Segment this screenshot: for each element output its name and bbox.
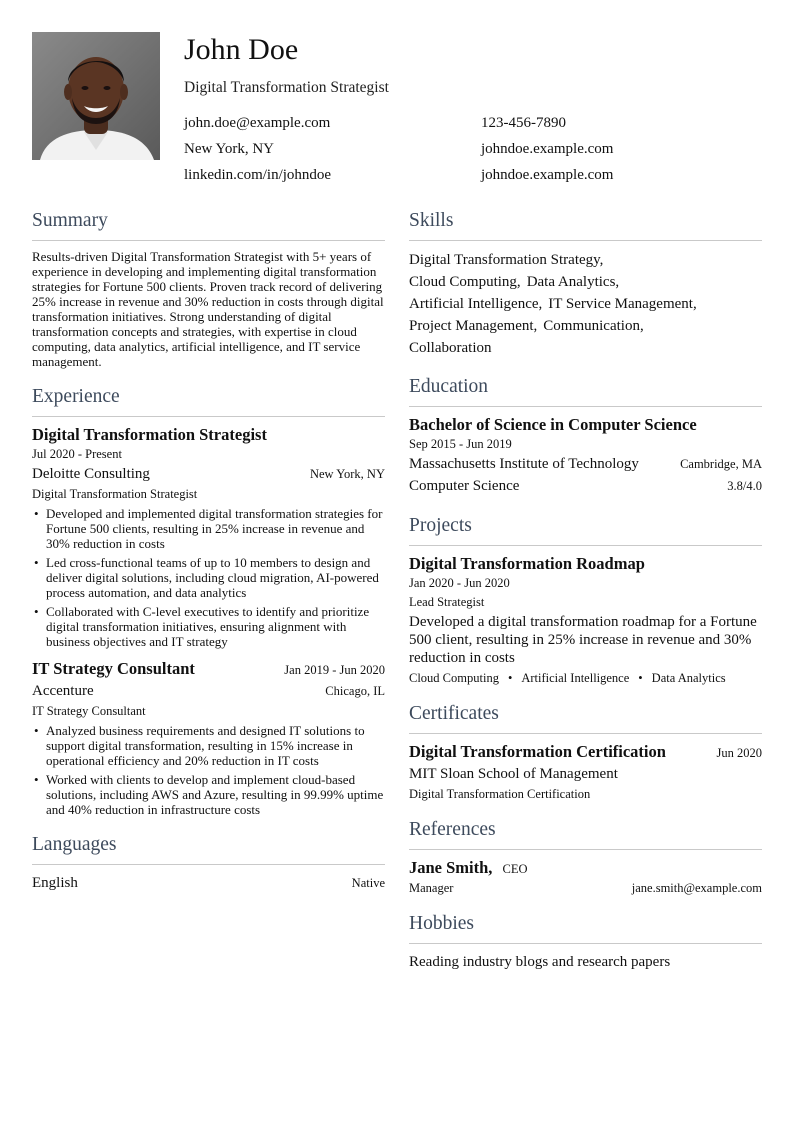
phone-number[interactable]: 123-456-7890 <box>481 115 566 131</box>
education-location: Cambridge, MA <box>680 457 762 471</box>
skills-line <box>409 293 762 315</box>
project-description: Developed a digital transformation roadmap for a Fortune 500 client, resulting in 25% increase in revenue and 30% reduction in costs <box>409 614 757 666</box>
education-date: Sep 2015 - Jun 2019 <box>409 437 512 451</box>
separator-dot: • <box>507 671 513 685</box>
skills-heading: Skills <box>409 209 762 241</box>
skill-item: Data Analytics, <box>526 274 620 290</box>
certificate-name: Digital Transformation Certification <box>409 742 666 761</box>
job-company: Deloitte Consulting <box>32 466 150 482</box>
job-bullets <box>32 506 385 649</box>
candidate-headline: Digital Transformation Strategist <box>184 79 389 96</box>
list-item: • Led cross-functional teams of up to 10 members to design and deliver digital solutions, including cloud migration, AI-powered process automation, and data analytics <box>34 555 379 600</box>
list-item: • Collaborated with C-level executives to identify and prioritize digital transformation initiatives, ensuring alignment with business objectives and IT strategy <box>34 604 370 649</box>
website-link[interactable]: johndoe.example.com <box>481 141 614 157</box>
certificate-summary: Digital Transformation Certification <box>409 787 591 801</box>
skill-item: Cloud Computing, <box>409 274 521 290</box>
experience-item <box>32 659 385 817</box>
keyword-tag: Cloud Computing <box>409 671 499 685</box>
hobbies-heading: Hobbies <box>409 912 762 944</box>
bullet-icon: • <box>34 506 39 521</box>
references-section <box>409 818 762 896</box>
education-area: Computer Science <box>409 478 520 494</box>
bullet-icon: • <box>34 772 39 787</box>
projects-heading: Projects <box>409 514 762 546</box>
job-date: Jan 2019 - Jun 2020 <box>284 663 385 677</box>
skill-item: Communication, <box>543 318 644 334</box>
skill-item: Project Management, <box>409 318 538 334</box>
list-item: • Developed and implemented digital transformation strategies for Fortune 500 clients, resulting in 25% increase in revenue and 30% reduction in costs <box>34 506 383 551</box>
skill-item: Collaboration <box>409 340 492 356</box>
email-link[interactable]: john.doe@example.com <box>184 115 331 131</box>
certificates-heading: Certificates <box>409 702 762 734</box>
skills-line <box>409 315 762 337</box>
language-name: English <box>32 875 78 891</box>
summary-heading: Summary <box>32 209 385 241</box>
keyword-tag: Artificial Intelligence <box>521 671 630 685</box>
location-text: New York, NY <box>184 141 275 157</box>
job-date: Jul 2020 - Present <box>32 447 122 461</box>
experience-section <box>32 385 385 817</box>
certificate-issuer: MIT Sloan School of Management <box>409 766 618 782</box>
bullet-icon: • <box>34 604 39 619</box>
project-keywords <box>409 670 762 686</box>
profile-photo <box>32 32 160 160</box>
job-location: New York, NY <box>309 467 385 481</box>
project-name: Digital Transformation Roadmap <box>409 554 645 573</box>
job-bullets <box>32 723 385 817</box>
project-role: Lead Strategist <box>409 595 485 609</box>
skills-line <box>409 337 762 359</box>
certificate-date: Jun 2020 <box>716 746 762 760</box>
website-link-secondary[interactable]: johndoe.example.com <box>481 167 614 183</box>
hobbies-text: Reading industry blogs and research papers <box>409 954 671 970</box>
bullet-icon: • <box>34 555 39 570</box>
list-item: • Analyzed business requirements and designed IT solutions to support digital transformation, resulting in 15% increase in operational efficiency and 20% reduction in IT costs <box>34 723 365 768</box>
skill-item: IT Service Management, <box>548 296 697 312</box>
reference-role: CEO <box>502 862 528 876</box>
skill-item: Artificial Intelligence, <box>409 296 543 312</box>
projects-section <box>409 514 762 686</box>
candidate-name: John Doe <box>184 33 299 66</box>
job-location: Chicago, IL <box>325 684 385 698</box>
skill-item: Digital Transformation Strategy, <box>409 252 604 268</box>
left-column <box>32 209 385 893</box>
reference-name: Jane Smith, <box>409 858 493 877</box>
experience-item <box>32 425 385 649</box>
summary-text: Results-driven Digital Transformation Strategist with 5+ years of experience in developing and implementing digital transformation strategies for Fortune 500 clients. Proven track record of delivering 25% increase in revenue and 30% reduction in costs through digital transformation initiatives. Strong understanding of digital transformation concepts and strategies, with expertise in cloud computing, data analytics, artificial intelligence, and IT service management. <box>32 249 384 369</box>
language-level: Native <box>351 876 385 890</box>
job-summary: Digital Transformation Strategist <box>32 487 198 501</box>
list-item: • Worked with clients to develop and implement cloud-based solutions, including AWS and Azure, resulting in 99.99% uptime and 40% reduction in infrastructure costs <box>34 772 384 817</box>
reference-email[interactable]: jane.smith@example.com <box>631 881 762 895</box>
skills-line <box>409 249 762 271</box>
education-degree: Bachelor of Science in Computer Science <box>409 415 697 434</box>
separator-dot: • <box>638 671 643 685</box>
right-column <box>409 209 762 972</box>
skills-line <box>409 271 762 293</box>
skills-section <box>409 209 762 359</box>
summary-section <box>32 209 385 369</box>
job-position: Digital Transformation Strategist <box>32 425 267 444</box>
education-score: 3.8/4.0 <box>727 479 762 493</box>
job-summary: IT Strategy Consultant <box>32 704 146 718</box>
project-date: Jan 2020 - Jun 2020 <box>409 576 510 590</box>
references-heading: References <box>409 818 762 850</box>
hobbies-section <box>409 912 762 972</box>
education-heading: Education <box>409 375 762 407</box>
experience-heading: Experience <box>32 385 385 417</box>
keyword-tag: Data Analytics <box>651 671 726 685</box>
languages-section <box>32 833 385 893</box>
linkedin-link[interactable]: linkedin.com/in/johndoe <box>184 167 332 183</box>
bullet-icon: • <box>34 723 39 738</box>
person-portrait-icon <box>32 32 160 160</box>
education-section <box>409 375 762 496</box>
job-position: IT Strategy Consultant <box>32 659 195 678</box>
certificates-section <box>409 702 762 802</box>
education-school: Massachusetts Institute of Technology <box>409 456 639 472</box>
job-company: Accenture <box>32 683 94 699</box>
languages-heading: Languages <box>32 833 385 865</box>
reference-position: Manager <box>409 881 454 895</box>
